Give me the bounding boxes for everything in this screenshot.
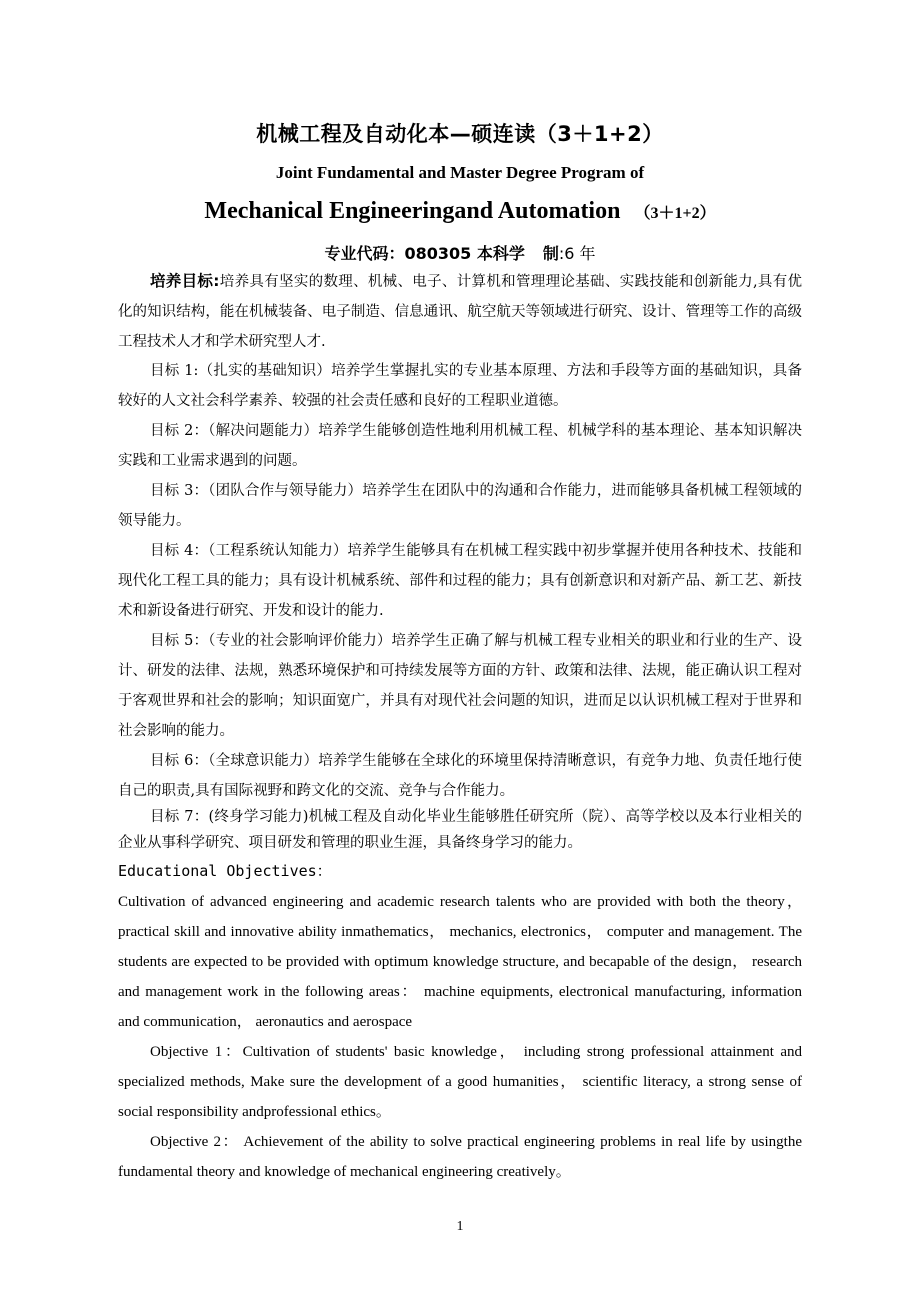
- document-title-english-line1: Joint Fundamental and Master Degree Program of: [275, 163, 645, 182]
- title-english-suffix: （3＋1+2）: [634, 205, 716, 222]
- document-title-chinese: 机械工程及自动化本—硕连读（3＋1+2）: [256, 122, 664, 146]
- title-english-main: Mechanical Engineeringand Automation: [204, 198, 621, 224]
- objective-cn-6: 目标 6：（全球意识能力）培养学生能够在全球化的环境里保持清晰意识，有竞争力地、负责任地行使自己的职责,具有国际视野和跨文化的交流、竞争与合作能力。: [118, 753, 802, 799]
- educational-objectives-heading: Educational Objectives：: [118, 862, 332, 880]
- objective-cn-1: 目标 1:（扎实的基础知识）培养学生掌握扎实的专业基本原理、方法和手段等方面的基础知识，具备较好的人文社会科学素养、较强的社会责任感和良好的工程职业道德。: [118, 363, 802, 409]
- training-goal-text: 培养具有坚实的数理、机械、电子、计算机和管理理论基础、实践技能和创新能力,具有优化的知识结构，能在机械装备、电子制造、信息通讯、航空航天等领域进行研究、设计、管理等工作的高级工程技术人才和学术研究型人才.: [118, 274, 803, 350]
- objective-cn-2: 目标 2：（解决问题能力）培养学生能够创造性地利用机械工程、机械学科的基本理论、基本知识解决实践和工业需求遇到的问题。: [118, 423, 802, 469]
- objective-cn-5: 目标 5：（专业的社会影响评价能力）培养学生正确了解与机械工程专业相关的职业和行业的生产、设计、研发的法律、法规，熟悉环境保护和可持续发展等方面的方针、政策和法律、法规，能正确认识工程对于客观世界和社会的影响；知识面宽广，并具有对现代社会问题的知识，进而足以认识机械工程对于世界和社会影响的能力。: [118, 633, 802, 739]
- objective-cn-3: 目标 3：（团队合作与领导能力）培养学生在团队中的沟通和合作能力，进而能够具备机械工程领域的领导能力。: [118, 483, 802, 529]
- training-goal-label: 培养目标:: [150, 272, 220, 290]
- major-info: [0, 241, 920, 264]
- duration-value: :6 年: [558, 244, 596, 263]
- duration-label: 制: [542, 244, 559, 263]
- page-number: 1: [456, 1219, 464, 1234]
- objective-cn-4: 目标 4：（工程系统认知能力）培养学生能够具有在机械工程实践中初步掌握并使用各种技术、技能和现代化工程工具的能力；具有设计机械系统、部件和过程的能力；具有创新意识和对新产品、新工艺、新技术和新设备进行研究、开发和设计的能力.: [118, 543, 802, 619]
- document-title-english-line2: [0, 198, 920, 225]
- objective-cn-7: 目标 7：(终身学习能力)机械工程及自动化毕业生能够胜任研究所（院）、高等学校以及本行业相关的企业从事科学研究、项目研发和管理的职业生涯，具备终身学习的能力。: [118, 809, 802, 851]
- objective-en-2: Objective 2： Achievement of the ability to solve practical engineering problems in real life by usingthe fundamental theory and knowledge of mechanical engineering creatively。: [118, 1134, 802, 1180]
- major-code-label: 专业代码：080305 本科学: [324, 244, 525, 263]
- objective-en-1: Objective 1：Cultivation of students' basic knowledge， including strong professional attainment and specialized methods, Make sure the development of a good humanities， scientific literacy, a strong sense of social responsibility andprofessional ethics。: [118, 1044, 802, 1120]
- training-goal-paragraph: [118, 266, 802, 357]
- educational-objectives-paragraph: Cultivation of advanced engineering and academic research talents who are provided with both the theory， practical skill and innovative ability inmathematics， mechanics, electronics， computer and management. The students are expected to be provided with optimum knowledge structure, and becapable of the design， research and management work in the following areas： machine equipments, electronical manufacturing, information and communication， aeronautics and aerospace: [118, 894, 802, 1030]
